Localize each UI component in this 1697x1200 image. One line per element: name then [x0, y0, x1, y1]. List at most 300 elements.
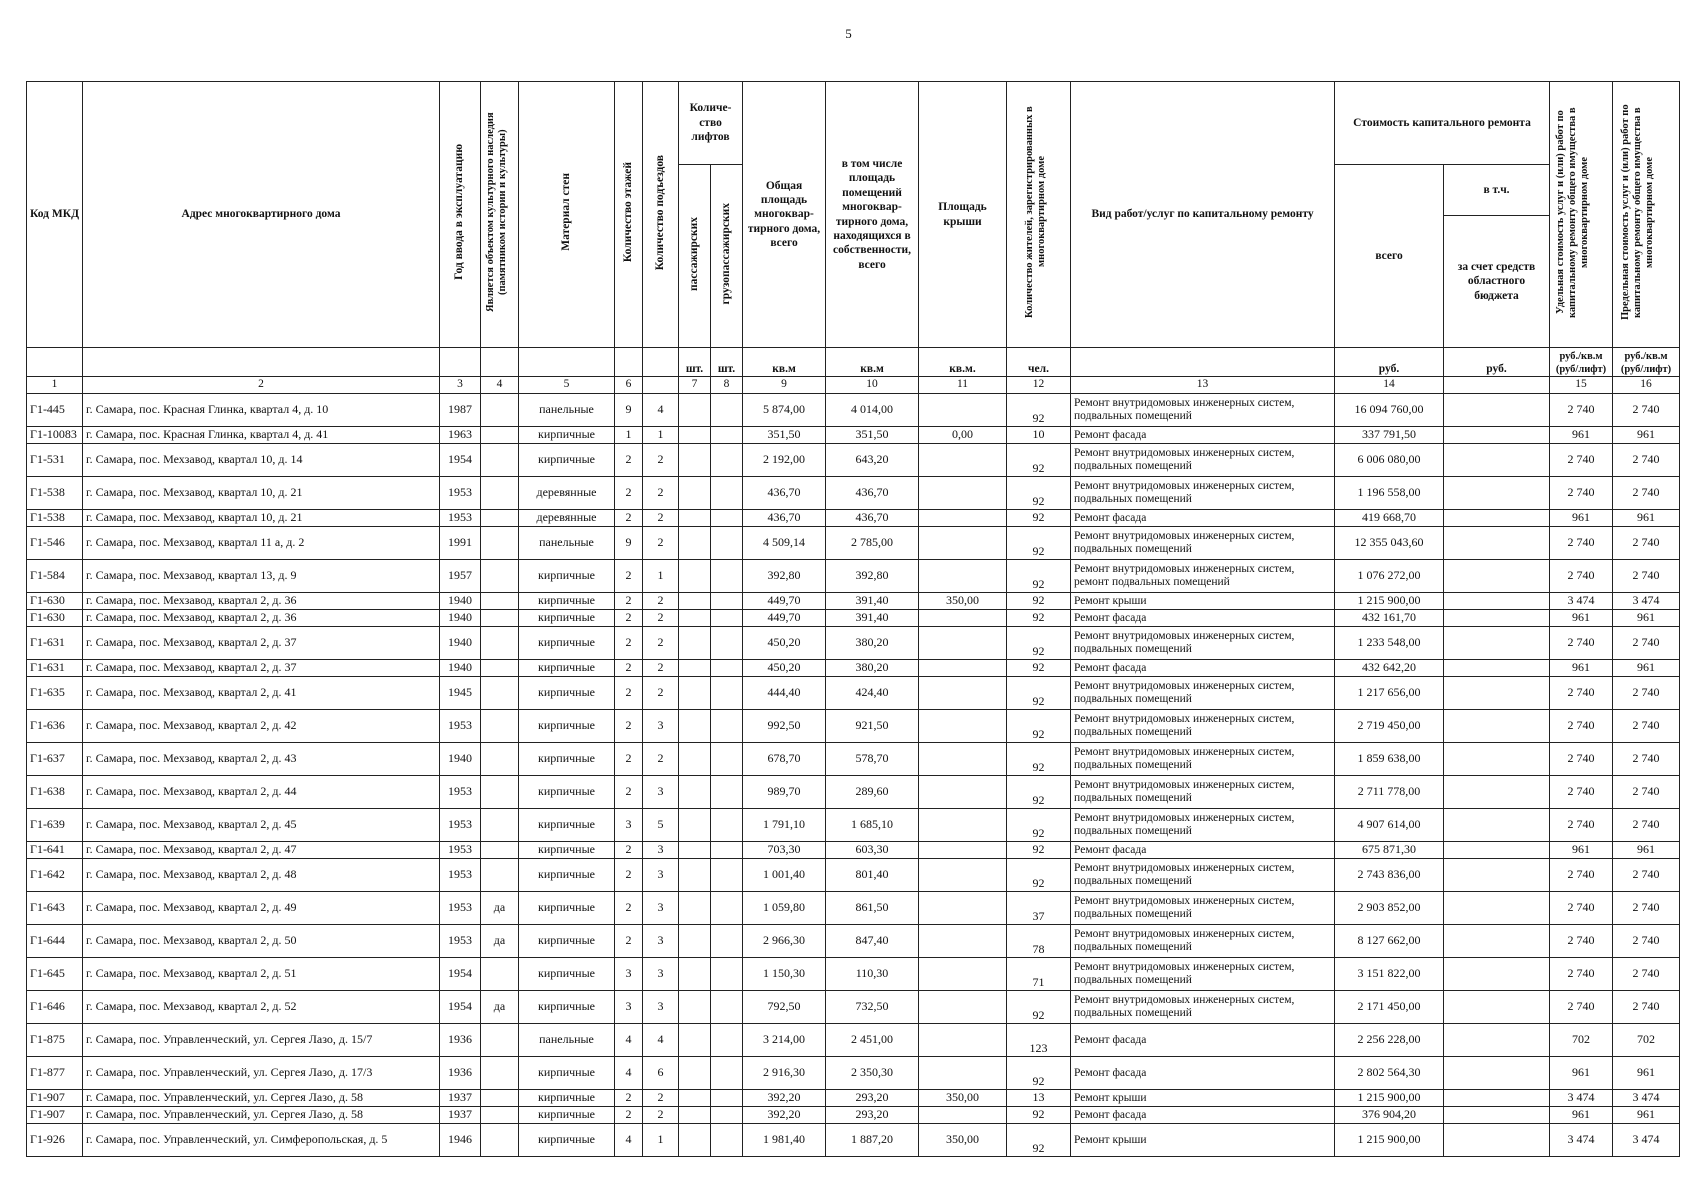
- address-cell: г. Самара, пос. Мехзавод, квартал 2, д. 45: [83, 809, 440, 842]
- wall-material-cell: кирпичные: [519, 610, 615, 627]
- unit-cost-cell: 3 474: [1550, 1090, 1613, 1107]
- cost-regional-cell: [1444, 958, 1550, 991]
- year-cell: 1953: [440, 477, 481, 510]
- entrances-cell: 6: [643, 1057, 679, 1090]
- owned-area-cell: 2 350,30: [826, 1057, 919, 1090]
- roof-area-cell: [919, 1057, 1007, 1090]
- unit-roof-area: кв.м.: [919, 348, 1007, 377]
- floors-cell: 2: [615, 1090, 643, 1107]
- entrances-cell: 3: [643, 842, 679, 859]
- owned-area-cell: 2 785,00: [826, 527, 919, 560]
- cost-total-cell: 2 903 852,00: [1335, 892, 1444, 925]
- roof-area-cell: [919, 610, 1007, 627]
- owned-area-cell: 1 685,10: [826, 809, 919, 842]
- table-row: [27, 527, 1680, 560]
- year-cell: 1940: [440, 593, 481, 610]
- max-cost-cell: 2 740: [1613, 925, 1680, 958]
- owned-area-cell: 293,20: [826, 1090, 919, 1107]
- year-cell: 1953: [440, 809, 481, 842]
- mkd-code-cell: Г1-646: [27, 991, 83, 1024]
- lifts-cargo-cell: [711, 660, 743, 677]
- unit-cost-cell: 2 740: [1550, 809, 1613, 842]
- unit-cost-cell: 702: [1550, 1024, 1613, 1057]
- header-material: Материал стен: [519, 82, 615, 348]
- cost-regional-cell: [1444, 710, 1550, 743]
- roof-area-cell: [919, 958, 1007, 991]
- lifts-passenger-cell: [679, 1107, 711, 1124]
- column-number: 11: [919, 377, 1007, 394]
- entrances-cell: 2: [643, 510, 679, 527]
- max-cost-cell: 2 740: [1613, 809, 1680, 842]
- header-code: Код МКД: [27, 82, 83, 348]
- work-type-cell: Ремонт крыши: [1071, 1124, 1335, 1157]
- lifts-passenger-cell: [679, 427, 711, 444]
- work-type-cell: Ремонт внутридомовых инженерных систем, подвальных помещений: [1071, 677, 1335, 710]
- work-type-cell: Ремонт фасада: [1071, 1107, 1335, 1124]
- total-area-cell: 450,20: [743, 627, 826, 660]
- cost-regional-cell: [1444, 1090, 1550, 1107]
- entrances-cell: 1: [643, 1124, 679, 1157]
- address-cell: г. Самара, пос. Управленческий, ул. Сергея Лазо, д. 58: [83, 1090, 440, 1107]
- unit-cost-cell: 2 740: [1550, 958, 1613, 991]
- cost-regional-cell: [1444, 1107, 1550, 1124]
- lifts-cargo-cell: [711, 677, 743, 710]
- floors-cell: 3: [615, 809, 643, 842]
- total-area-cell: 392,20: [743, 1107, 826, 1124]
- table-row: [27, 677, 1680, 710]
- address-cell: г. Самара, пос. Мехзавод, квартал 2, д. 51: [83, 958, 440, 991]
- wall-material-cell: кирпичные: [519, 627, 615, 660]
- work-type-cell: Ремонт фасада: [1071, 610, 1335, 627]
- cost-regional-cell: [1444, 660, 1550, 677]
- mkd-code-cell: Г1-877: [27, 1057, 83, 1090]
- unit-cost-cell: 2 740: [1550, 710, 1613, 743]
- floors-cell: 2: [615, 677, 643, 710]
- lifts-passenger-cell: [679, 925, 711, 958]
- cost-total-cell: 675 871,30: [1335, 842, 1444, 859]
- owned-area-cell: 293,20: [826, 1107, 919, 1124]
- lifts-cargo-cell: [711, 477, 743, 510]
- total-area-cell: 351,50: [743, 427, 826, 444]
- year-cell: 1963: [440, 427, 481, 444]
- table-row: [27, 593, 1680, 610]
- max-cost-cell: 961: [1613, 660, 1680, 677]
- cost-regional-cell: [1444, 627, 1550, 660]
- owned-area-cell: 110,30: [826, 958, 919, 991]
- cost-total-cell: 1 233 548,00: [1335, 627, 1444, 660]
- column-number: 14: [1335, 377, 1444, 394]
- floors-cell: 9: [615, 527, 643, 560]
- lifts-passenger-cell: [679, 958, 711, 991]
- column-number: 7: [679, 377, 711, 394]
- table-row: [27, 710, 1680, 743]
- floors-cell: 2: [615, 710, 643, 743]
- cost-regional-cell: [1444, 1124, 1550, 1157]
- roof-area-cell: [919, 925, 1007, 958]
- max-cost-cell: 2 740: [1613, 991, 1680, 1024]
- column-number: 13: [1071, 377, 1335, 394]
- header-max-cost: Предельная стоимость услуг и (или) работ по капитальному ремонту общего имущества в многоквартирном доме: [1613, 82, 1680, 348]
- mkd-code-cell: Г1-531: [27, 444, 83, 477]
- max-cost-cell: 2 740: [1613, 677, 1680, 710]
- wall-material-cell: кирпичные: [519, 991, 615, 1024]
- year-cell: 1953: [440, 892, 481, 925]
- lifts-cargo-cell: [711, 1057, 743, 1090]
- unit-total-area: кв.м: [743, 348, 826, 377]
- table-row: [27, 444, 1680, 477]
- max-cost-cell: 702: [1613, 1024, 1680, 1057]
- wall-material-cell: кирпичные: [519, 1107, 615, 1124]
- residents-cell: 92: [1007, 991, 1071, 1024]
- entrances-cell: 3: [643, 710, 679, 743]
- cost-total-cell: 2 719 450,00: [1335, 710, 1444, 743]
- roof-area-cell: [919, 710, 1007, 743]
- unit-residents: чел.: [1007, 348, 1071, 377]
- floors-cell: 1: [615, 427, 643, 444]
- max-cost-cell: 2 740: [1613, 892, 1680, 925]
- cost-regional-cell: [1444, 677, 1550, 710]
- total-area-cell: 392,20: [743, 1090, 826, 1107]
- unit-cost-cell: 2 740: [1550, 627, 1613, 660]
- lifts-passenger-cell: [679, 560, 711, 593]
- unit-lifts-cargo: шт.: [711, 348, 743, 377]
- cost-regional-cell: [1444, 593, 1550, 610]
- max-cost-cell: 2 740: [1613, 776, 1680, 809]
- unit-cost-cell: 961: [1550, 510, 1613, 527]
- mkd-code-cell: Г1-546: [27, 527, 83, 560]
- year-cell: 1945: [440, 677, 481, 710]
- lifts-passenger-cell: [679, 660, 711, 677]
- max-cost-cell: 961: [1613, 510, 1680, 527]
- residents-cell: 37: [1007, 892, 1071, 925]
- table-row: [27, 610, 1680, 627]
- lifts-cargo-cell: [711, 925, 743, 958]
- mkd-code-cell: Г1-445: [27, 394, 83, 427]
- table-row: [27, 776, 1680, 809]
- floors-cell: 2: [615, 477, 643, 510]
- unit-cost-cell: 2 740: [1550, 477, 1613, 510]
- cost-regional-cell: [1444, 510, 1550, 527]
- lifts-passenger-cell: [679, 677, 711, 710]
- heritage-flag-cell: [481, 627, 519, 660]
- lifts-passenger-cell: [679, 710, 711, 743]
- residents-cell: 92: [1007, 1057, 1071, 1090]
- owned-area-cell: 1 887,20: [826, 1124, 919, 1157]
- year-cell: 1937: [440, 1107, 481, 1124]
- cost-regional-cell: [1444, 809, 1550, 842]
- owned-area-cell: 603,30: [826, 842, 919, 859]
- address-cell: г. Самара, пос. Мехзавод, квартал 13, д. 9: [83, 560, 440, 593]
- cost-regional-cell: [1444, 842, 1550, 859]
- floors-cell: 2: [615, 660, 643, 677]
- residents-cell: 92: [1007, 660, 1071, 677]
- unit-cost-cell: 961: [1550, 660, 1613, 677]
- residents-cell: 92: [1007, 842, 1071, 859]
- max-cost-cell: 961: [1613, 610, 1680, 627]
- address-cell: г. Самара, пос. Мехзавод, квартал 2, д. 42: [83, 710, 440, 743]
- address-cell: г. Самара, пос. Мехзавод, квартал 2, д. 36: [83, 610, 440, 627]
- wall-material-cell: деревянные: [519, 477, 615, 510]
- mkd-code-cell: Г1-631: [27, 627, 83, 660]
- wall-material-cell: кирпичные: [519, 444, 615, 477]
- residents-cell: 92: [1007, 477, 1071, 510]
- column-number: 9: [743, 377, 826, 394]
- residents-cell: 92: [1007, 560, 1071, 593]
- work-type-cell: Ремонт внутридомовых инженерных систем, ремонт подвальных помещений: [1071, 560, 1335, 593]
- owned-area-cell: 380,20: [826, 660, 919, 677]
- unit-cost-regional: руб.: [1444, 348, 1550, 377]
- residents-cell: 92: [1007, 444, 1071, 477]
- heritage-flag-cell: [481, 1090, 519, 1107]
- work-type-cell: Ремонт внутридомовых инженерных систем, подвальных помещений: [1071, 958, 1335, 991]
- table-row: [27, 1107, 1680, 1124]
- lifts-passenger-cell: [679, 1124, 711, 1157]
- table-row: [27, 809, 1680, 842]
- work-type-cell: Ремонт внутридомовых инженерных систем, подвальных помещений: [1071, 859, 1335, 892]
- owned-area-cell: 436,70: [826, 510, 919, 527]
- owned-area-cell: 289,60: [826, 776, 919, 809]
- table-row: [27, 427, 1680, 444]
- header-cost-regional: за счет средств областного бюджета: [1444, 216, 1550, 348]
- column-number: 4: [481, 377, 519, 394]
- header-residents: Количество жителей, зарегистрированных в многоквартирном доме: [1007, 82, 1071, 348]
- table-row: [27, 1124, 1680, 1157]
- owned-area-cell: 436,70: [826, 477, 919, 510]
- table-row: [27, 560, 1680, 593]
- unit-cost-cell: 961: [1550, 1107, 1613, 1124]
- work-type-cell: Ремонт фасада: [1071, 842, 1335, 859]
- page-number: 5: [845, 26, 852, 41]
- work-type-cell: Ремонт фасада: [1071, 660, 1335, 677]
- total-area-cell: 444,40: [743, 677, 826, 710]
- total-area-cell: 992,50: [743, 710, 826, 743]
- entrances-cell: 2: [643, 660, 679, 677]
- entrances-cell: 3: [643, 925, 679, 958]
- cost-total-cell: 2 711 778,00: [1335, 776, 1444, 809]
- unit-cost-cell: 2 740: [1550, 991, 1613, 1024]
- lifts-cargo-cell: [711, 560, 743, 593]
- year-cell: 1940: [440, 610, 481, 627]
- total-area-cell: 436,70: [743, 477, 826, 510]
- address-cell: г. Самара, пос. Мехзавод, квартал 2, д. 36: [83, 593, 440, 610]
- work-type-cell: Ремонт внутридомовых инженерных систем, подвальных помещений: [1071, 444, 1335, 477]
- roof-area-cell: [919, 892, 1007, 925]
- roof-area-cell: [919, 627, 1007, 660]
- column-number: 5: [519, 377, 615, 394]
- residents-cell: 13: [1007, 1090, 1071, 1107]
- roof-area-cell: 350,00: [919, 1090, 1007, 1107]
- heritage-flag-cell: [481, 1024, 519, 1057]
- unit-unit-cost: руб./кв.м (руб/лифт): [1550, 348, 1613, 377]
- entrances-cell: 2: [643, 477, 679, 510]
- lifts-cargo-cell: [711, 593, 743, 610]
- roof-area-cell: [919, 527, 1007, 560]
- wall-material-cell: кирпичные: [519, 1057, 615, 1090]
- cost-total-cell: 4 907 614,00: [1335, 809, 1444, 842]
- column-number: 10: [826, 377, 919, 394]
- lifts-passenger-cell: [679, 1090, 711, 1107]
- year-cell: 1953: [440, 859, 481, 892]
- wall-material-cell: кирпичные: [519, 743, 615, 776]
- heritage-flag-cell: [481, 444, 519, 477]
- entrances-cell: 3: [643, 859, 679, 892]
- owned-area-cell: 578,70: [826, 743, 919, 776]
- entrances-cell: 2: [643, 677, 679, 710]
- owned-area-cell: 4 014,00: [826, 394, 919, 427]
- heritage-flag-cell: [481, 859, 519, 892]
- header-owned-area: в том числе площадь помещений многоквар-тирного дома, находящихся в собственности, всего: [826, 82, 919, 348]
- year-cell: 1937: [440, 1090, 481, 1107]
- lifts-cargo-cell: [711, 991, 743, 1024]
- lifts-passenger-cell: [679, 477, 711, 510]
- residents-cell: 92: [1007, 743, 1071, 776]
- max-cost-cell: 2 740: [1613, 444, 1680, 477]
- total-area-cell: 1 791,10: [743, 809, 826, 842]
- table-row: [27, 958, 1680, 991]
- lifts-cargo-cell: [711, 527, 743, 560]
- floors-cell: 9: [615, 394, 643, 427]
- max-cost-cell: 2 740: [1613, 527, 1680, 560]
- year-cell: 1953: [440, 510, 481, 527]
- residents-cell: 71: [1007, 958, 1071, 991]
- work-type-cell: Ремонт крыши: [1071, 1090, 1335, 1107]
- cost-total-cell: 432 161,70: [1335, 610, 1444, 627]
- mkd-code-cell: Г1-642: [27, 859, 83, 892]
- cost-total-cell: 1 076 272,00: [1335, 560, 1444, 593]
- mkd-code-cell: Г1-630: [27, 593, 83, 610]
- heritage-flag-cell: [481, 527, 519, 560]
- mkd-code-cell: Г1-637: [27, 743, 83, 776]
- wall-material-cell: кирпичные: [519, 925, 615, 958]
- heritage-flag-cell: да: [481, 925, 519, 958]
- heritage-flag-cell: [481, 809, 519, 842]
- roof-area-cell: [919, 1024, 1007, 1057]
- mkd-code-cell: Г1-630: [27, 610, 83, 627]
- year-cell: 1954: [440, 958, 481, 991]
- header-lifts: Количе-ство лифтов: [679, 82, 743, 165]
- heritage-flag-cell: да: [481, 991, 519, 1024]
- work-type-cell: Ремонт фасада: [1071, 1024, 1335, 1057]
- lifts-passenger-cell: [679, 776, 711, 809]
- residents-cell: 123: [1007, 1024, 1071, 1057]
- unit-cost-cell: 2 740: [1550, 925, 1613, 958]
- unit-cost-cell: 961: [1550, 610, 1613, 627]
- address-cell: г. Самара, пос. Красная Глинка, квартал 4, д. 41: [83, 427, 440, 444]
- residents-cell: 92: [1007, 1124, 1071, 1157]
- total-area-cell: 1 981,40: [743, 1124, 826, 1157]
- column-number-row: [27, 377, 1680, 394]
- mkd-code-cell: Г1-638: [27, 776, 83, 809]
- roof-area-cell: [919, 677, 1007, 710]
- unit-cost-cell: 3 474: [1550, 593, 1613, 610]
- year-cell: 1936: [440, 1057, 481, 1090]
- owned-area-cell: 801,40: [826, 859, 919, 892]
- unit-cost-cell: 2 740: [1550, 444, 1613, 477]
- header-lifts-passenger: пассажирских: [679, 165, 711, 348]
- column-number: 15: [1550, 377, 1613, 394]
- total-area-cell: 5 874,00: [743, 394, 826, 427]
- owned-area-cell: 392,80: [826, 560, 919, 593]
- mkd-code-cell: Г1-644: [27, 925, 83, 958]
- max-cost-cell: 961: [1613, 842, 1680, 859]
- cost-regional-cell: [1444, 477, 1550, 510]
- owned-area-cell: 921,50: [826, 710, 919, 743]
- residents-cell: 78: [1007, 925, 1071, 958]
- floors-cell: 2: [615, 743, 643, 776]
- heritage-flag-cell: [481, 394, 519, 427]
- year-cell: 1991: [440, 527, 481, 560]
- owned-area-cell: 2 451,00: [826, 1024, 919, 1057]
- roof-area-cell: [919, 560, 1007, 593]
- lifts-cargo-cell: [711, 394, 743, 427]
- entrances-cell: 5: [643, 809, 679, 842]
- lifts-cargo-cell: [711, 1107, 743, 1124]
- residents-cell: 92: [1007, 809, 1071, 842]
- lifts-cargo-cell: [711, 1024, 743, 1057]
- floors-cell: 2: [615, 859, 643, 892]
- max-cost-cell: 2 740: [1613, 859, 1680, 892]
- entrances-cell: 3: [643, 958, 679, 991]
- lifts-passenger-cell: [679, 1024, 711, 1057]
- address-cell: г. Самара, пос. Управленческий, ул. Сергея Лазо, д. 15/7: [83, 1024, 440, 1057]
- wall-material-cell: кирпичные: [519, 776, 615, 809]
- heritage-flag-cell: [481, 677, 519, 710]
- year-cell: 1946: [440, 1124, 481, 1157]
- unit-cost-cell: 2 740: [1550, 394, 1613, 427]
- mkd-code-cell: Г1-641: [27, 842, 83, 859]
- work-type-cell: Ремонт внутридомовых инженерных систем, подвальных помещений: [1071, 743, 1335, 776]
- wall-material-cell: кирпичные: [519, 809, 615, 842]
- lifts-cargo-cell: [711, 427, 743, 444]
- roof-area-cell: [919, 444, 1007, 477]
- residents-cell: 92: [1007, 510, 1071, 527]
- address-cell: г. Самара, пос. Управленческий, ул. Сергея Лазо, д. 58: [83, 1107, 440, 1124]
- work-type-cell: Ремонт внутридомовых инженерных систем, подвальных помещений: [1071, 527, 1335, 560]
- wall-material-cell: панельные: [519, 394, 615, 427]
- entrances-cell: 2: [643, 593, 679, 610]
- unit-cost-cell: 961: [1550, 427, 1613, 444]
- mkd-code-cell: Г1-645: [27, 958, 83, 991]
- table-row: [27, 842, 1680, 859]
- address-cell: г. Самара, пос. Красная Глинка, квартал 4, д. 10: [83, 394, 440, 427]
- total-area-cell: 449,70: [743, 610, 826, 627]
- entrances-cell: 2: [643, 610, 679, 627]
- address-cell: г. Самара, пос. Мехзавод, квартал 10, д. 21: [83, 510, 440, 527]
- mkd-code-cell: Г1-538: [27, 477, 83, 510]
- floors-cell: 4: [615, 1124, 643, 1157]
- wall-material-cell: кирпичные: [519, 660, 615, 677]
- header-address: Адрес многоквартирного дома: [83, 82, 440, 348]
- entrances-cell: 2: [643, 444, 679, 477]
- year-cell: 1953: [440, 925, 481, 958]
- floors-cell: 2: [615, 892, 643, 925]
- header-year: Год ввода в эксплуатацию: [440, 82, 481, 348]
- floors-cell: 2: [615, 444, 643, 477]
- total-area-cell: 1 150,30: [743, 958, 826, 991]
- cost-regional-cell: [1444, 925, 1550, 958]
- floors-cell: 3: [615, 958, 643, 991]
- header-lifts-cargo: грузопассажирских: [711, 165, 743, 348]
- unit-cost-cell: 3 474: [1550, 1124, 1613, 1157]
- column-number: 16: [1613, 377, 1680, 394]
- work-type-cell: Ремонт внутридомовых инженерных систем, подвальных помещений: [1071, 776, 1335, 809]
- header-unit-cost: Удельная стоимость услуг и (или) работ по капитальному ремонту общего имущества в многоквартирном доме: [1550, 82, 1613, 348]
- entrances-cell: 3: [643, 991, 679, 1024]
- cost-total-cell: 12 355 043,60: [1335, 527, 1444, 560]
- mkd-code-cell: Г1-907: [27, 1107, 83, 1124]
- column-number: 3: [440, 377, 481, 394]
- roof-area-cell: [919, 809, 1007, 842]
